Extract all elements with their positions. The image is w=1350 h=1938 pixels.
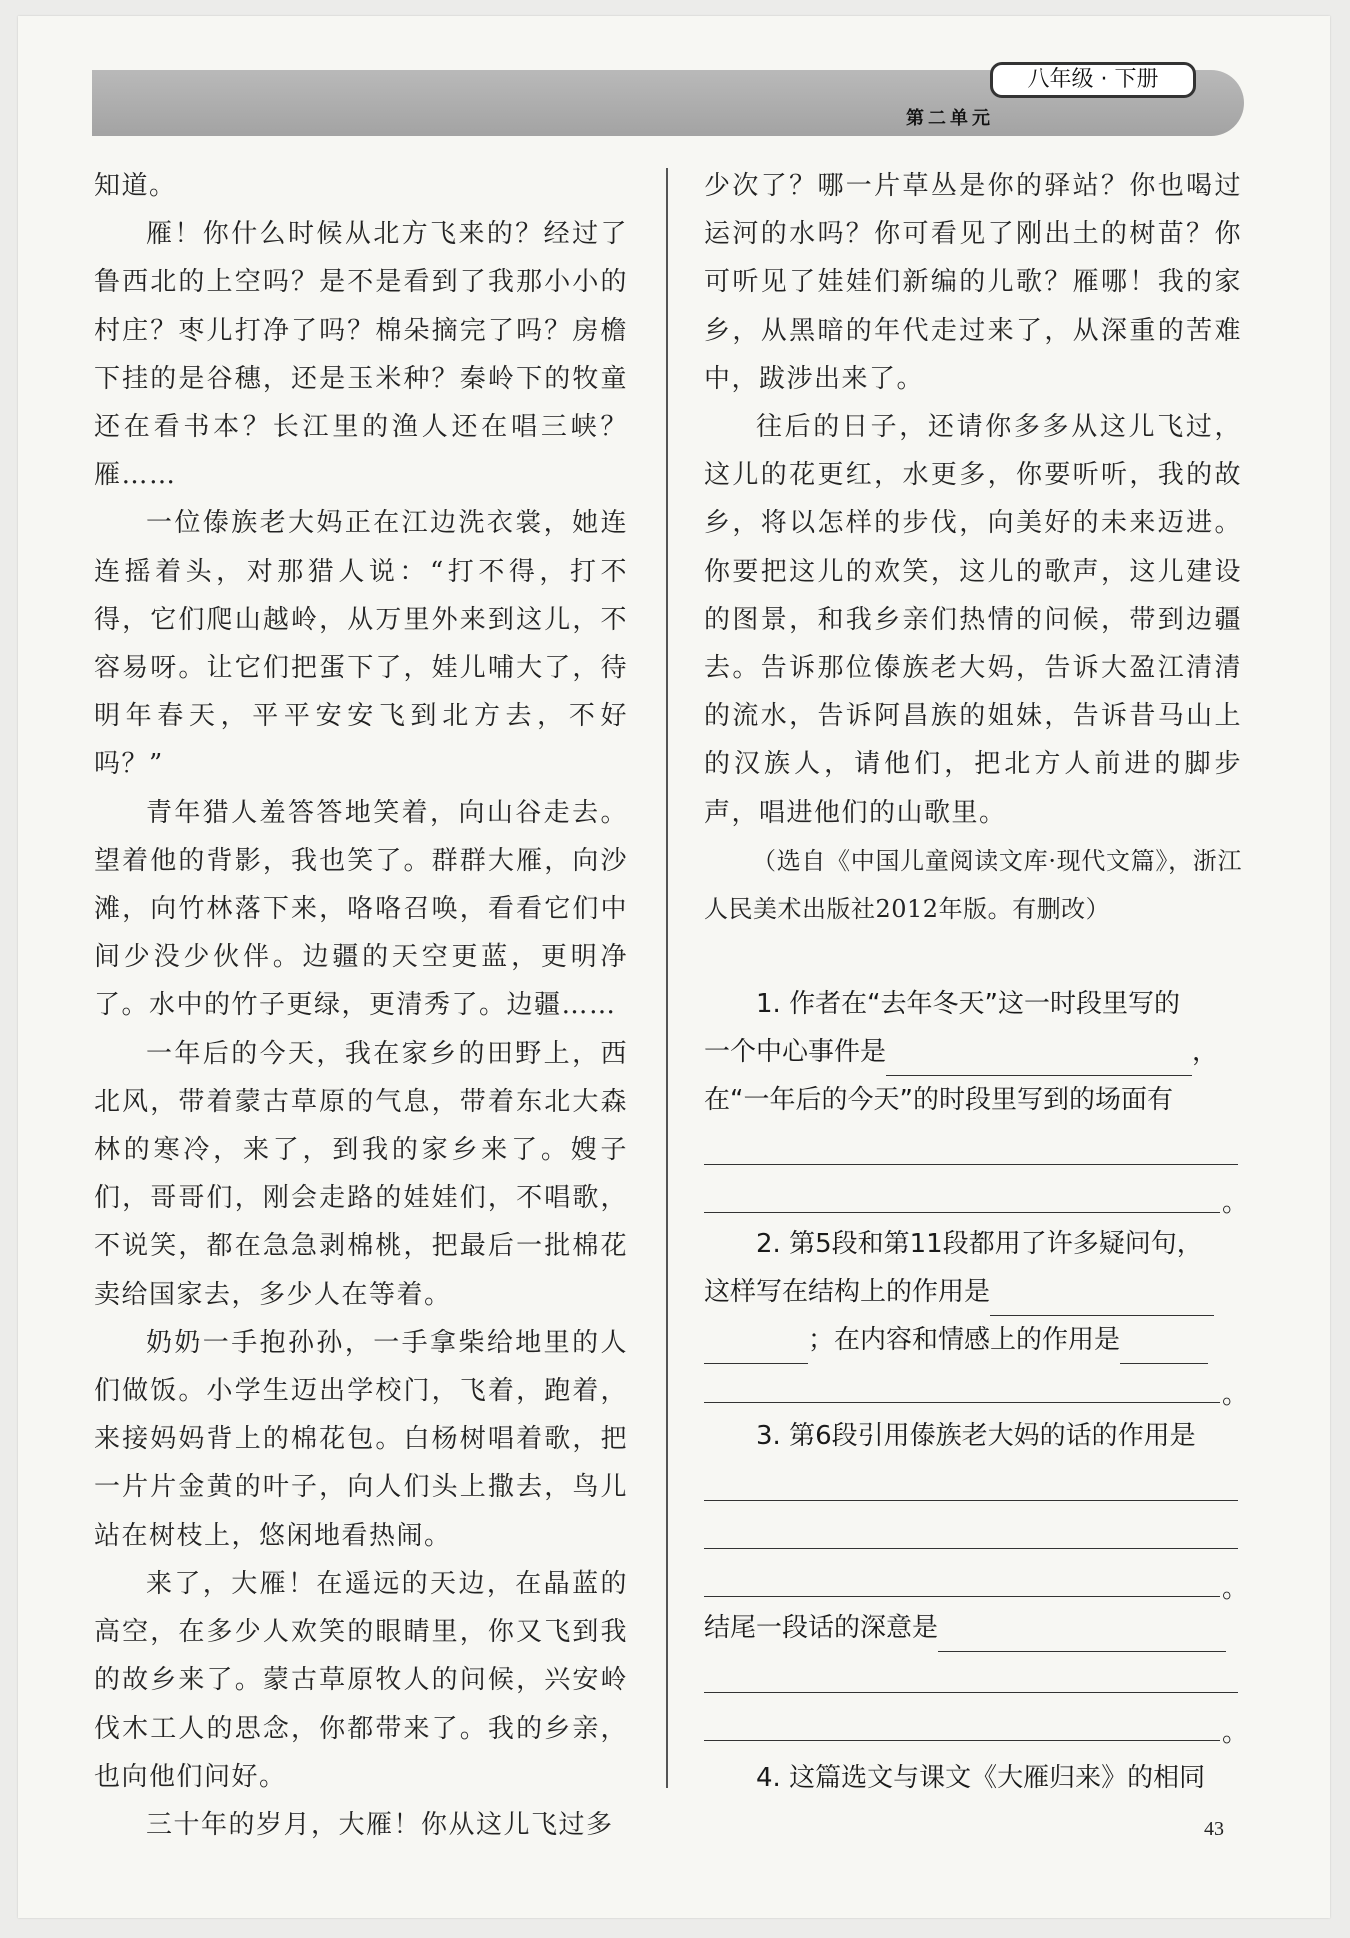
answer-blank-1c[interactable] xyxy=(704,1212,1220,1213)
question-3-line-2 xyxy=(704,1604,1242,1652)
paragraph: 知道。 xyxy=(94,171,177,201)
question-1-prompt: 一个中心事件是 xyxy=(704,1037,887,1067)
grade-label: 八年级 · 下册 xyxy=(990,62,1196,98)
comma: ， xyxy=(1192,1037,1219,1067)
left-column xyxy=(94,162,628,1849)
column-divider xyxy=(666,168,668,1788)
question-1-line-2 xyxy=(704,1028,1242,1076)
question-3-prompt: 结尾一段话的深意是 xyxy=(704,1613,939,1643)
question-1-line-3: 在“一年后的今天”的时段里写到的场面有 xyxy=(704,1085,1173,1115)
paragraph: 奶奶一手抱孙孙，一手拿柴给地里的人们做饭。小学生迈出学校门，飞着，跑着，来接妈妈背上的棉花包。白杨树唱着歌，把一片片金黄的叶子，向人们头上撒去，鸟儿站在树枝上，悠闲地看热闹。 xyxy=(94,1327,628,1551)
page-number: 43 xyxy=(1204,1818,1224,1840)
period: 。 xyxy=(1222,1188,1249,1218)
period: 。 xyxy=(1222,1574,1249,1604)
period: 。 xyxy=(1222,1380,1249,1410)
period: 。 xyxy=(1222,1718,1249,1748)
answer-blank-3a[interactable] xyxy=(704,1500,1238,1501)
paragraph: 少次了？哪一片草丛是你的驿站？你也喝过运河的水吗？你可看见了刚出土的树苗？你可听见了娃娃们新编的儿歌？雁哪！我的家乡，从黑暗的年代走过来了，从深重的苦难中，跋涉出来了。 xyxy=(704,171,1242,394)
question-3-line-1: 3. 第6段引用傣族老大妈的话的作用是 xyxy=(756,1421,1196,1451)
question-2-line-1: 2. 第5段和第11段都用了许多疑问句， xyxy=(756,1229,1203,1259)
paragraph: 雁！你什么时候从北方飞来的？经过了鲁西北的上空吗？是不是看到了我那小小的村庄？枣儿打净了吗？棉朵摘完了吗？房檐下挂的是谷穗，还是玉米种？秦岭下的牧童还在看书本？长江里的渔人还在唱三峡？雁…… xyxy=(94,219,628,491)
question-2-line-3 xyxy=(704,1316,1242,1364)
answer-blank-3b[interactable] xyxy=(704,1548,1238,1549)
answer-blank-3c[interactable] xyxy=(704,1596,1220,1597)
right-column xyxy=(704,162,1242,933)
answer-blank-2b[interactable] xyxy=(704,1329,808,1364)
answer-blank-3d[interactable] xyxy=(938,1617,1226,1652)
paragraph: 往后的日子，还请你多多从这儿飞过，这儿的花更红，水更多，你要听听，我的故乡，将以怎样的步伐，向美好的未来迈进。你要把这儿的欢笑，这儿的歌声，这儿建设的图景，和我乡亲们热情的问候，带到边疆去。告诉那位傣族老大妈，告诉大盈江清清的流水，告诉阿昌族的姐妹，告诉昔马山上的汉族人，请他们，把北方人前进的脚步声，唱进他们的山歌里。 xyxy=(704,412,1242,828)
question-2-line-2 xyxy=(704,1268,1242,1316)
question-4-line-1: 4. 这篇选文与课文《大雁归来》的相同 xyxy=(756,1763,1206,1793)
paragraph: 三十年的岁月，大雁！你从这儿飞过多 xyxy=(146,1809,614,1840)
answer-blank-2d[interactable] xyxy=(704,1402,1220,1403)
answer-blank-1b[interactable] xyxy=(704,1164,1238,1165)
unit-label: 第二单元 xyxy=(906,108,994,129)
source-citation: （选自《中国儿童阅读文库·现代文篇》，浙江人民美术出版社2012年版。有删改） xyxy=(704,846,1242,923)
paragraph: 青年猎人羞答答地笑着，向山谷走去。望着他的背影，我也笑了。群群大雁，向沙滩，向竹林落下来，咯咯召唤，看看它们中间少没少伙伴。边疆的天空更蓝，更明净了。水中的竹子更绿，更清秀了。边疆…… xyxy=(94,797,628,1021)
answer-blank-2a[interactable] xyxy=(990,1281,1214,1316)
answer-blank-3f[interactable] xyxy=(704,1740,1220,1741)
paragraph: 一位傣族老大妈正在江边洗衣裳，她连连摇着头，对那猎人说：“打不得，打不得，它们爬山越岭，从万里外来到这儿，不容易呀。让它们把蛋下了，娃儿哺大了，待明年春天，平平安安飞到北方去，不好吗？” xyxy=(94,508,628,780)
question-2-prompt: 这样写在结构上的作用是 xyxy=(704,1277,991,1307)
question-1-line-1: 1. 作者在“去年冬天”这一时段里写的 xyxy=(756,989,1181,1019)
question-2-prompt-2: ；在内容和情感上的作用是 xyxy=(808,1325,1121,1355)
answer-blank-1a[interactable] xyxy=(886,1041,1192,1076)
paragraph: 一年后的今天，我在家乡的田野上，西北风，带着蒙古草原的气息，带着东北大森林的寒冷，来了，到我的家乡来了。嫂子们，哥哥们，刚会走路的娃娃们，不唱歌，不说笑，都在急急剥棉桃，把最后一批棉花卖给国家去，多少人在等着。 xyxy=(94,1038,628,1310)
answer-blank-2c[interactable] xyxy=(1120,1329,1208,1364)
answer-blank-3e[interactable] xyxy=(704,1692,1238,1693)
paragraph: 来了，大雁！在遥远的天边，在晶蓝的高空，在多少人欢笑的眼睛里，你又飞到我的故乡来了。蒙古草原牧人的问候，兴安岭伐木工人的思念，你都带来了。我的乡亲，也向他们问好。 xyxy=(94,1568,628,1792)
